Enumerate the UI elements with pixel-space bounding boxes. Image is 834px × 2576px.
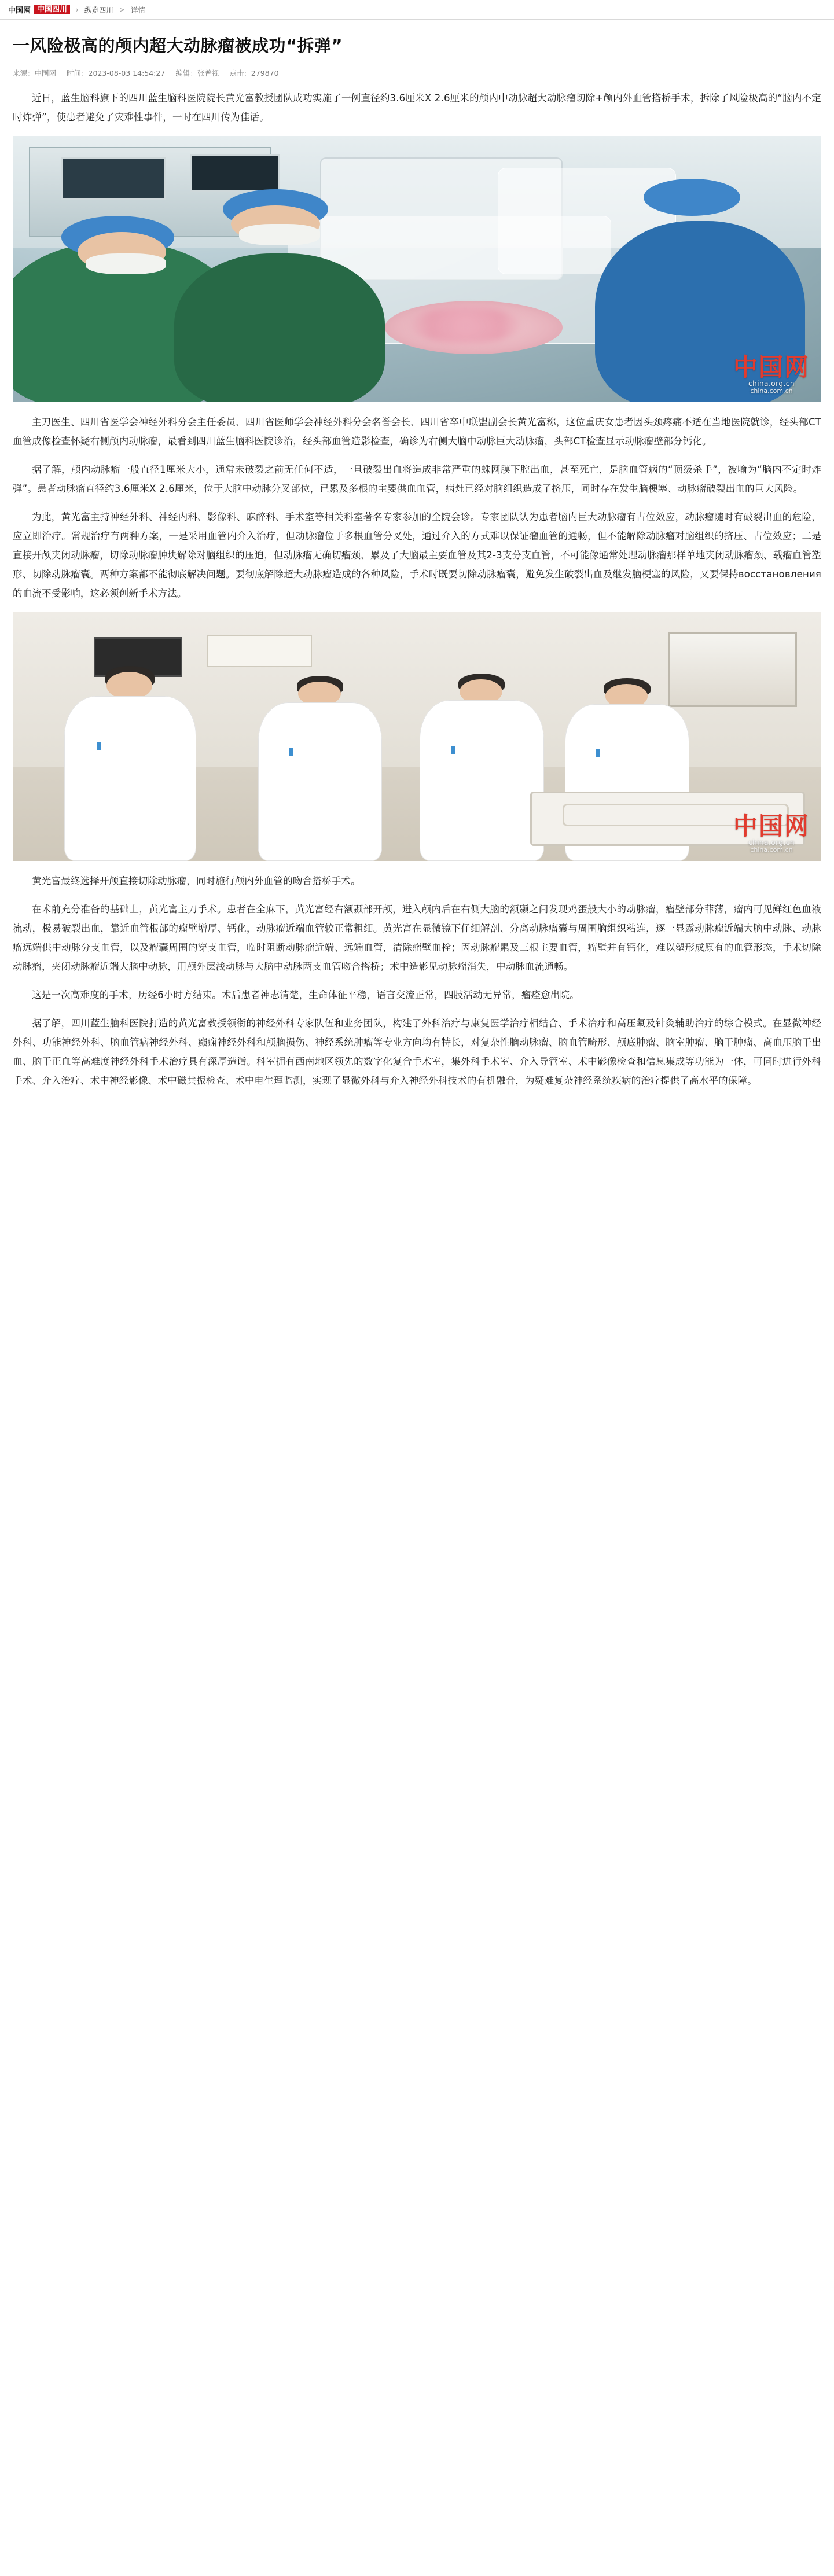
meta-editor-value: 张普视 [197,69,219,78]
breadcrumb-item-detail: 详情 [130,5,145,14]
watermark-url-text-2: china.com.cn [750,387,793,395]
meta-editor-label: 编辑： [175,69,197,78]
meta-time [67,68,165,78]
watermark-url-text-2: china.com.cn [750,845,793,853]
watermark-url-text: china.org.cn [748,380,795,388]
photo-scene [13,136,821,402]
site-brand-china-net[interactable]: 中国网 [8,6,31,15]
doctor-3-badge [451,746,455,754]
doctor-2 [255,672,385,861]
site-brand-sichuan[interactable]: 中国四川 [34,5,70,14]
meta-views [229,68,278,78]
watermark-url-text: china.org.cn [748,838,795,847]
photo-watermark [733,811,810,853]
article-paragraph: 主刀医生、四川省医学会神经外科分会主任委员、四川省医师学会神经外科分会名誉会长、四川省卒中联盟副会长黄光富称，这位重庆女患者因头颈疼痛不适在当地医院就诊，经头部CT血管成像检查怀疑右侧颅内动脉瘤，最看到四川蓝生脑科医院诊治，经头部血管造影检查，确诊为右侧大脑中动脉巨大动脉瘤，头部CT检查显示动脉瘤壁部分钙化。 [13,417,821,447]
photo-scene [13,612,821,861]
meta-views-label: 点击： [229,69,251,78]
photo-watermark [733,352,810,395]
surgeon-left-mask [86,253,167,275]
watermark-brand-text: 中国网 [733,352,810,381]
meta-source-value: 中国网 [34,69,57,78]
meta-views-value: 279870 [251,69,279,78]
surgeon-center-body [174,253,384,403]
doctor-3 [417,669,547,861]
article-paragraph: 黄光富最终选择开颅直接切除动脉瘤，同时施行颅内外血管的吻合搭桥手术。 [32,875,361,887]
article-paragraph: 为此，黄光富主持神经外科、神经内科、影像科、麻醉科、手术室等相关科室著名专家参加的全院会诊。专家团队认为患者脑内巨大动脉瘤有占位效应，动脉瘤随时有破裂出血的危险，应立即治疗。常规治疗有两种方案，一是采用血管内介入治疗，但动脉瘤位于多根血管分叉处，通过介入的方式难以保证瘤血管的通畅，但不能解除动脉瘤对脑组织的挤压、占位效应；二是直接开颅夹闭动脉瘤，切除动脉瘤肿块解除对脑组织的压迫，但动脉瘤无确切瘤颈、累及了大脑最主要血管及其2-3支分支血管，不可能像通常处理动脉瘤那样单地夹闭动脉瘤颈、载瘤血管塑形、切除动脉瘤囊。两种方案都不能彻底解决问题。要彻底解除超大动脉瘤造成的各种风险，手术时既要切除动脉瘤囊，避免发生破裂出血及继发脑梗塞的风险，又要保持восстановления的血流不受影响，这必须创新手术方法。 [13,511,821,599]
meta-source-label: 来源： [13,69,35,78]
article-paragraph: 在术前充分准备的基础上，黄光富主刀手术。患者在全麻下，黄光富经右额颞部开颅，进入颅内后在右侧大脑的额颞之间发现鸡蛋般大小的动脉瘤，瘤壁部分菲薄，瘤内可见鲜红色血液流动，极易破裂出血，靠近血管根部的瘤壁增厚、钙化，动脉瘤近端血管较正常粗细。黄光富在显微镜下仔细解剖、分离动脉瘤囊与周围脑组织粘连，逐一显露动脉瘤近端大脑中动脉、动脉瘤远端供中动脉分支血管，以及瘤囊周围的穿支血管，临时阻断动脉瘤近端、远端血管，清除瘤壁血栓；因动脉瘤累及三根主要血管，瘤壁并有钙化，难以塑形成原有的血管形态，手术切除动脉瘤，夹闭动脉瘤近端大脑中动脉，用颅外层浅动脉与大脑中动脉两支血管吻合搭桥；术中造影见动脉瘤消失，中动脉血流通畅。 [13,904,821,973]
article-paragraph: 这是一次高难度的手术，历经6小时方结束。术后患者神志清楚，生命体征平稳，语言交流正常，四肢活动无异常，瘤痊愈出院。 [32,989,579,1001]
article-container [0,35,834,1090]
doctor-4-badge [596,749,600,757]
doctor-1-white-coat [64,696,196,862]
meta-time-value: 2023-08-03 14:54:27 [88,69,166,78]
surgeon-center-mask [239,224,320,245]
meta-time-label: 时间： [67,69,89,78]
article-paragraph: 近日，蓝生脑科旗下的四川蓝生脑科医院院长黄光富教授团队成功实施了一例直径约3.6厘米X 2.6厘米的颅内中动脉超大动脉瘤切除+颅内外血管搭桥手术，拆除了风险极高的“脑内不定时炸弹”，使患者避免了灾难性事件，一时在四川传为佳话。 [13,93,821,123]
breadcrumb-separator-2-icon: > [119,5,125,14]
doctor-2-badge [289,748,293,756]
operating-room-photo [13,136,821,402]
meta-source [13,68,56,78]
breadcrumb-separator-icon: › [76,5,79,14]
site-header [0,0,834,20]
ward-round-photo [13,612,821,861]
surgeon-right-cap [644,179,741,216]
article-paragraph: 据了解，四川蓝生脑科医院打造的黄光富教授领衔的神经外科专家队伍和业务团队，构建了外科治疗与康复医学治疗相结合、手术治疗和高压氧及针灸辅助治疗的综合模式。在显微神经外科、功能神经外科、脑血管病神经外科、癫痫神经外科和颅脑损伤、神经系统肿瘤等专业方向均有特长，对复杂性脑动脉瘤、脑血管畸形、颅底肿瘤、脑室肿瘤、脑干肿瘤、高血压脑干出血、脑干正血等高难度神经外科手术治疗具有深厚造诣。科室拥有西南地区领先的数字化复合手术室，集外科手术室、介入导管室、术中影像检查和信息集成等功能为一体，可同时进行外科手术、介入治疗、术中神经影像、术中磁共振检查、术中电生理监测，实现了显微外科与介入神经外科技术的有机融合，为疑难复杂神经系统疾病的治疗提供了高水平的保障。 [13,1018,821,1087]
doctor-3-white-coat [420,700,544,861]
article-paragraph: 据了解，颅内动脉瘤一般直径1厘米大小，通常未破裂之前无任何不适，一旦破裂出血将造成非常严重的蛛网膜下腔出血，甚至死亡，是脑血管病的“顶级杀手”，被喻为“脑内不定时炸弹”。患者动脉瘤直径约3.6厘米X 2.6厘米，位于大脑中动脉分叉部位，已累及多根的主要供血血管，病灶已经对脑组织造成了挤压，同时存在发生脑梗塞、动脉瘤破裂出血的巨大风险。 [13,464,821,495]
wall-information-board [207,635,312,667]
meta-editor [175,68,219,78]
watermark-brand-text: 中国网 [733,811,810,840]
page-title: 一风险极高的颅内超大动脉瘤被成功“拆弹” [13,36,343,56]
breadcrumb-item-overview[interactable]: 纵览四川 [84,5,113,14]
article-meta [13,68,821,78]
monitor-screen [61,157,167,200]
doctor-2-white-coat [258,702,383,862]
doctor-1-badge [97,742,101,750]
monitor-screen-secondary [190,154,280,192]
doctor-1 [61,662,199,861]
blurred-operative-site [409,307,523,344]
